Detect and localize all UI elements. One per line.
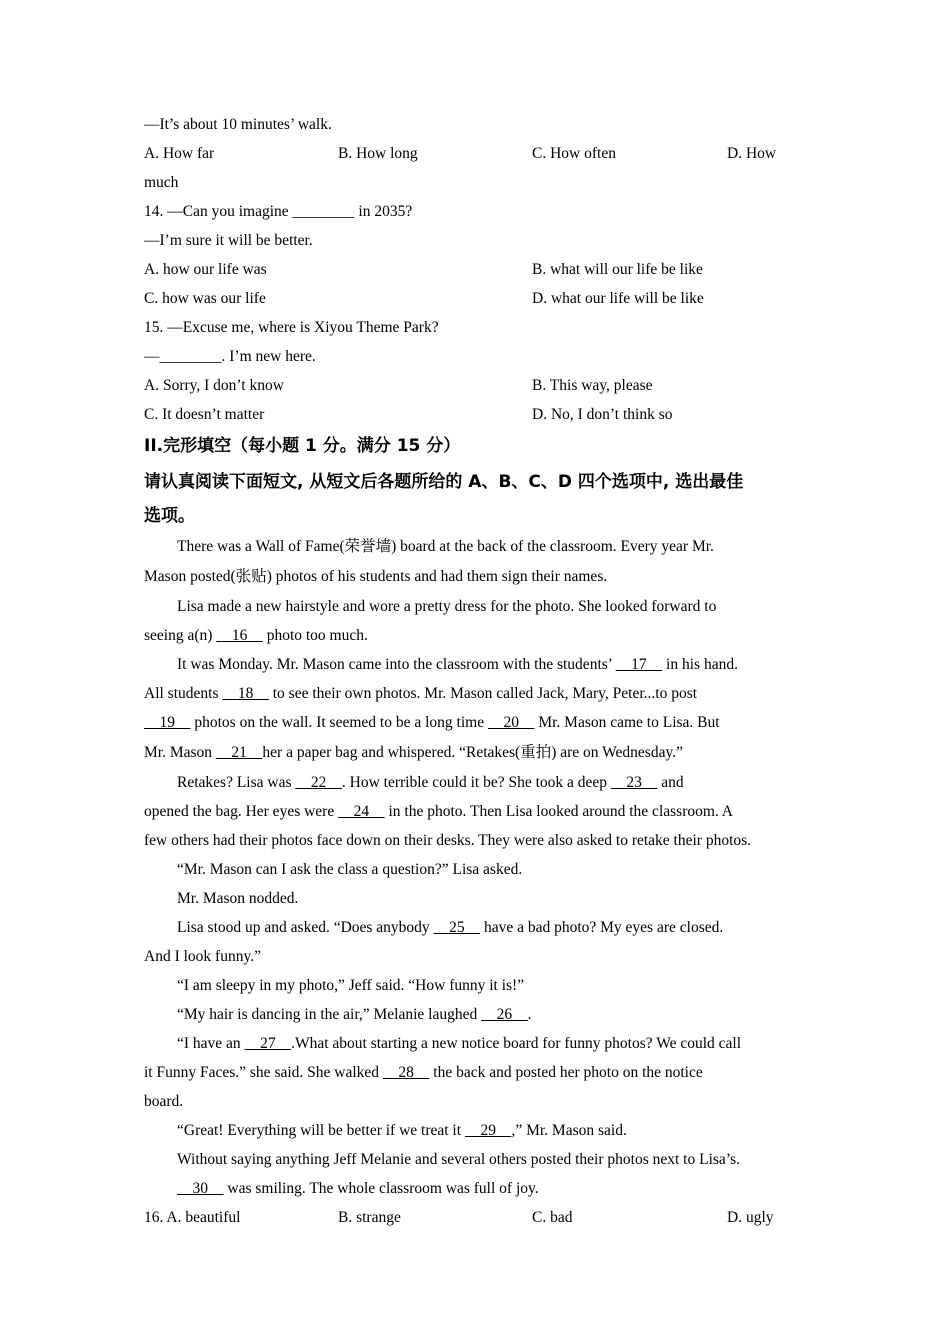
blank-22: 22 — [295, 774, 342, 791]
passage-line — [177, 655, 807, 675]
passage-line: Mason posted(张贴) photos of his students and had them sign their names. — [144, 568, 608, 585]
blank-17: 17 — [615, 656, 663, 673]
passage-line: Mr. Mason nodded. — [177, 890, 299, 907]
passage-line — [177, 1179, 807, 1199]
q15-question: 15. —Excuse me, where is Xiyou Theme Park? — [144, 319, 439, 336]
q13-option-d: D. How — [727, 145, 777, 162]
passage-line — [144, 1063, 804, 1083]
section-instruction-line1: 请认真阅读下面短文, 从短文后各题所给的 A、B、C、D 四个选项中, 选出最佳 — [144, 472, 744, 492]
q13-answer-line: —It’s about 10 minutes’ walk. — [144, 116, 332, 133]
q13-option-a: A. How far — [144, 145, 215, 162]
passage-text: her a paper bag and whispered. “Retakes(重拍) are on Wednesday.” — [262, 744, 683, 761]
q15-option-d: D. No, I don’t think so — [532, 406, 673, 423]
passage-line — [144, 802, 804, 822]
passage-line: board. — [144, 1093, 184, 1110]
passage-line — [144, 713, 804, 733]
q15-option-c: C. It doesn’t matter — [144, 406, 265, 423]
q14-answer-line: —I’m sure it will be better. — [144, 232, 313, 249]
blank-19: 19 — [144, 714, 191, 731]
passage-text: “My hair is dancing in the air,” Melanie laughed — [177, 1006, 482, 1023]
q16-option-b: B. strange — [338, 1209, 401, 1226]
q13-option-c: C. How often — [532, 145, 616, 162]
q14-option-c: C. how was our life — [144, 290, 266, 307]
passage-text: “I have an — [177, 1035, 245, 1052]
blank-30: 30 — [177, 1180, 224, 1197]
passage-text: to see their own photos. Mr. Mason called Jack, Mary, Peter...to post — [268, 685, 698, 702]
section-title: II.完形填空（每小题 1 分。满分 15 分） — [144, 436, 461, 456]
passage-text: in the photo. Then Lisa looked around the classroom. A — [384, 803, 733, 820]
passage-line — [144, 684, 804, 704]
q16-option-a: 16. A. beautiful — [144, 1209, 241, 1226]
q15-answer-line: —________. I’m new here. — [144, 348, 316, 365]
q15-option-a: A. Sorry, I don’t know — [144, 377, 284, 394]
q14-option-d: D. what our life will be like — [532, 290, 704, 307]
passage-text: . How terrible could it be? She took a deep — [341, 774, 611, 791]
passage-text: it Funny Faces.” she said. She walked — [144, 1064, 383, 1081]
passage-line: Without saying anything Jeff Melanie and several others posted their photos next to Lisa’s. — [177, 1151, 741, 1168]
blank-26: 26 — [481, 1006, 528, 1023]
passage-line — [177, 1005, 807, 1025]
q13-option-b: B. How long — [338, 145, 418, 162]
q13-option-d-wrap: much — [144, 174, 179, 191]
blank-23: 23 — [610, 774, 658, 791]
blank-28: 28 — [382, 1064, 430, 1081]
q14-question: 14. —Can you imagine ________ in 2035? — [144, 203, 413, 220]
passage-line — [144, 743, 804, 763]
section-instruction-line2: 选项。 — [144, 506, 195, 526]
blank-29: 29 — [464, 1122, 512, 1139]
passage-text: Retakes? Lisa was — [177, 774, 296, 791]
blank-16: 16 — [216, 627, 263, 644]
passage-text: “Great! Everything will be better if we treat it — [177, 1122, 465, 1139]
passage-line: Lisa made a new hairstyle and wore a pretty dress for the photo. She looked forward to — [177, 598, 717, 615]
passage-text: the back and posted her photo on the notice — [429, 1064, 703, 1081]
blank-25: 25 — [433, 919, 481, 936]
passage-line: “I am sleepy in my photo,” Jeff said. “How funny it is!” — [177, 977, 525, 994]
passage-text: Mr. Mason came to Lisa. But — [534, 714, 720, 731]
q14-option-b: B. what will our life be like — [532, 261, 703, 278]
blank-21: 21 — [215, 744, 263, 761]
passage-text: photo too much. — [262, 627, 368, 644]
passage-text: All students — [144, 685, 223, 702]
passage-text: photos on the wall. It seemed to be a long time — [190, 714, 488, 731]
passage-line — [144, 626, 804, 646]
passage-line — [177, 773, 807, 793]
passage-text: was smiling. The whole classroom was full of joy. — [223, 1180, 539, 1197]
passage-text: seeing a(n) — [144, 627, 217, 644]
passage-line — [177, 918, 807, 938]
passage-line: There was a Wall of Fame(荣誉墙) board at the back of the classroom. Every year Mr. — [177, 538, 714, 555]
passage-text: . — [527, 1006, 532, 1023]
passage-text: opened the bag. Her eyes were — [144, 803, 339, 820]
blank-20: 20 — [487, 714, 535, 731]
blank-24: 24 — [338, 803, 385, 820]
passage-text: Lisa stood up and asked. “Does anybody — [177, 919, 434, 936]
passage-line: few others had their photos face down on their desks. They were also asked to retake their photos. — [144, 832, 752, 849]
blank-27: 27 — [244, 1035, 292, 1052]
passage-text: Mr. Mason — [144, 744, 216, 761]
passage-text: have a bad photo? My eyes are closed. — [480, 919, 724, 936]
passage-text: in his hand. — [662, 656, 738, 673]
passage-text: It was Monday. Mr. Mason came into the classroom with the students’ — [177, 656, 616, 673]
blank-18: 18 — [222, 685, 269, 702]
q15-option-b: B. This way, please — [532, 377, 653, 394]
q16-option-c: C. bad — [532, 1209, 573, 1226]
passage-line — [177, 1034, 807, 1054]
passage-text: ,” Mr. Mason said. — [511, 1122, 627, 1139]
passage-text: and — [657, 774, 684, 791]
passage-line: “Mr. Mason can I ask the class a question?” Lisa asked. — [177, 861, 523, 878]
q16-option-d: D. ugly — [727, 1209, 774, 1226]
q14-option-a: A. how our life was — [144, 261, 267, 278]
passage-line — [177, 1121, 807, 1141]
passage-line: And I look funny.” — [144, 948, 261, 965]
passage-text: .What about starting a new notice board for funny photos? We could call — [291, 1035, 742, 1052]
